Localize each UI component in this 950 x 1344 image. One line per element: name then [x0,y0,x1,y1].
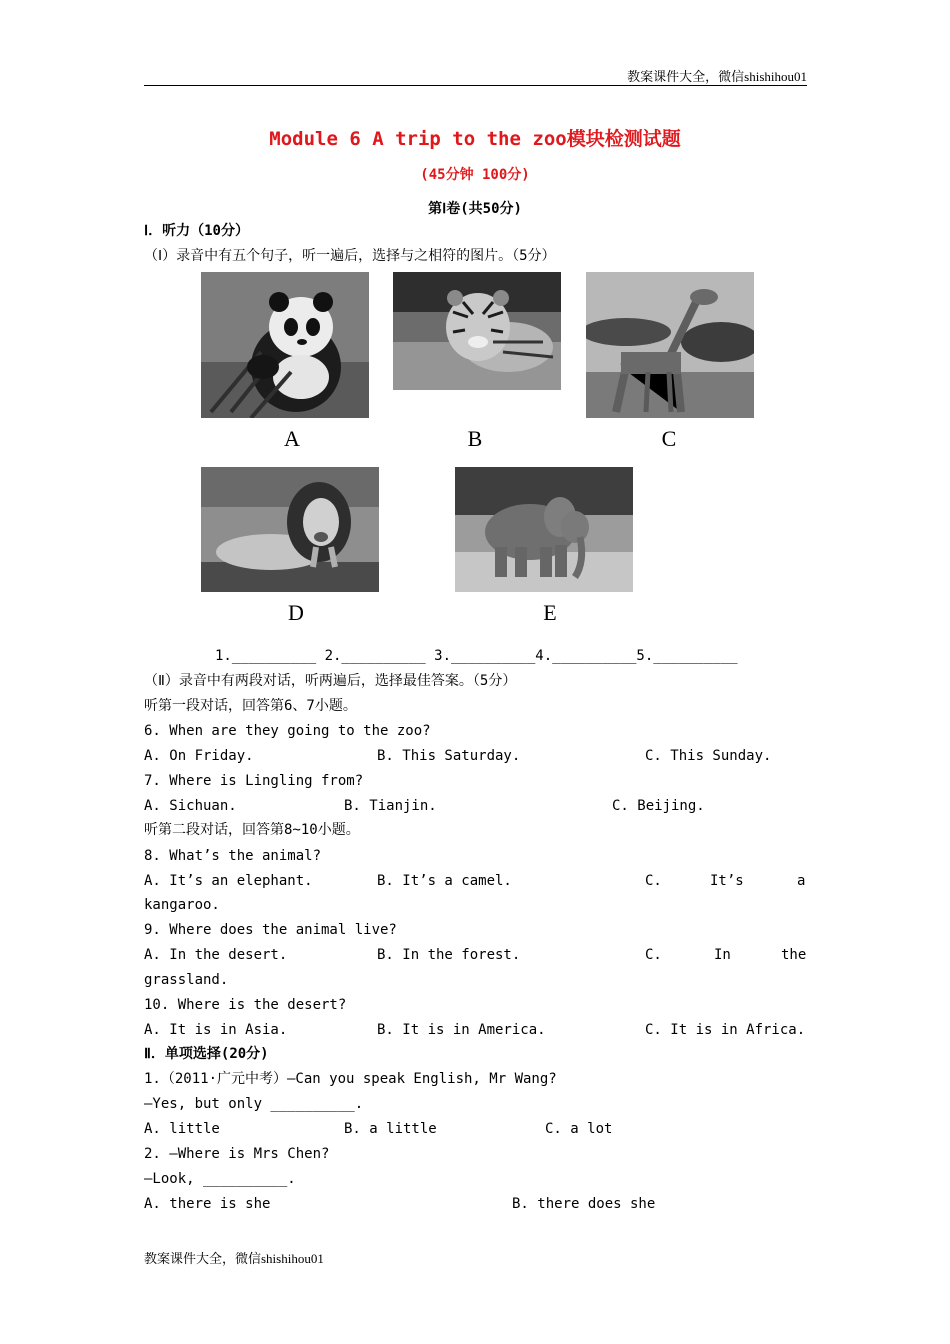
tiger-image [393,272,561,390]
q8-option-b: B. It’s a camel. [377,873,512,889]
picture-label: C [661,426,677,451]
q9-option-c-label: C. [645,947,662,963]
dialog2-heading: 听第二段对话，回答第8~10小题。 [144,822,360,838]
choice-q2-option-b: B. there does she [512,1196,656,1212]
listening-heading: Ⅰ．听力（10分） [144,223,249,239]
q8-option-c-word: It’s [710,873,744,889]
page-title: Module 6 A trip to the zoo模块检测试题 [269,128,681,150]
answer-blanks: 1.__________ 2.__________ 3.__________4.__________5.__________ [215,648,738,664]
q8-option-c-wrap: kangaroo. [144,897,220,913]
q9-option-c-word: the [781,947,807,963]
question-7: 7. Where is Lingling from? [144,773,364,789]
page-subtitle: (45分钟 100分) [420,167,530,183]
listening-sub1-heading: （Ⅰ）录音中有五个句子，听一遍后，选择与之相符的图片。（5分） [144,248,556,264]
choice-q2-option-a: A. there is she [144,1196,271,1212]
q9-option-b: B. In the forest. [377,947,521,963]
q6-option-c: C. This Sunday. [645,748,772,764]
dialog1-heading: 听第一段对话，回答第6、7小题。 [144,698,357,714]
choice-q1-option-c: C. a lot [545,1121,613,1137]
picture-label: B [467,426,483,451]
giraffe-image [586,272,754,418]
choice-q1-option-a: A. little [144,1121,220,1137]
question-6: 6. When are they going to the zoo? [144,723,431,739]
q7-option-a: A. Sichuan. [144,798,237,814]
q8-option-a: A. It’s an elephant. [144,873,313,889]
choice-q2-line1: 2. —Where is Mrs Chen? [144,1146,330,1162]
choice-q1-line1: 1.（2011·广元中考）—Can you speak English, Mr Wang? [144,1071,557,1087]
q7-option-c: C. Beijing. [612,798,705,814]
q10-option-a: A. It is in Asia. [144,1022,288,1038]
page-footer: 教案课件大全，微信shishihou01 [144,1251,324,1266]
q6-option-b: B. This Saturday. [377,748,521,764]
picture-label: E [543,600,557,625]
q9-option-a: A. In the desert. [144,947,288,963]
question-10: 10. Where is the desert? [144,997,347,1013]
q10-option-b: B. It is in America. [377,1022,546,1038]
q8-option-c-word: a [797,873,806,889]
q9-option-c-wrap: grassland. [144,972,229,988]
choice-heading: Ⅱ．单项选择(20分) [144,1046,269,1062]
page-header: 教案课件大全，微信shishihou01 [627,69,807,84]
elephant-image [455,467,633,592]
panda-image [201,272,369,418]
q8-option-c-label: C. [645,873,662,889]
header-rule [144,85,807,86]
lion-image [201,467,379,592]
picture-label: D [288,600,304,625]
picture-label: A [284,426,300,451]
animal-picture-grid [193,270,758,630]
choice-q2-line2: —Look, __________. [144,1171,296,1187]
q6-option-a: A. On Friday. [144,748,254,764]
listening-sub2-heading: （Ⅱ）录音中有两段对话，听两遍后，选择最佳答案。（5分） [144,673,517,689]
question-9: 9. Where does the animal live? [144,922,397,938]
choice-q1-option-b: B. a little [344,1121,437,1137]
q9-option-c-word: In [714,947,731,963]
question-8: 8. What’s the animal? [144,848,322,864]
q10-option-c: C. It is in Africa. [645,1022,806,1038]
part-title: 第Ⅰ卷(共50分) [428,201,522,217]
q7-option-b: B. Tianjin. [344,798,437,814]
choice-q1-line2: —Yes, but only __________. [144,1096,364,1112]
